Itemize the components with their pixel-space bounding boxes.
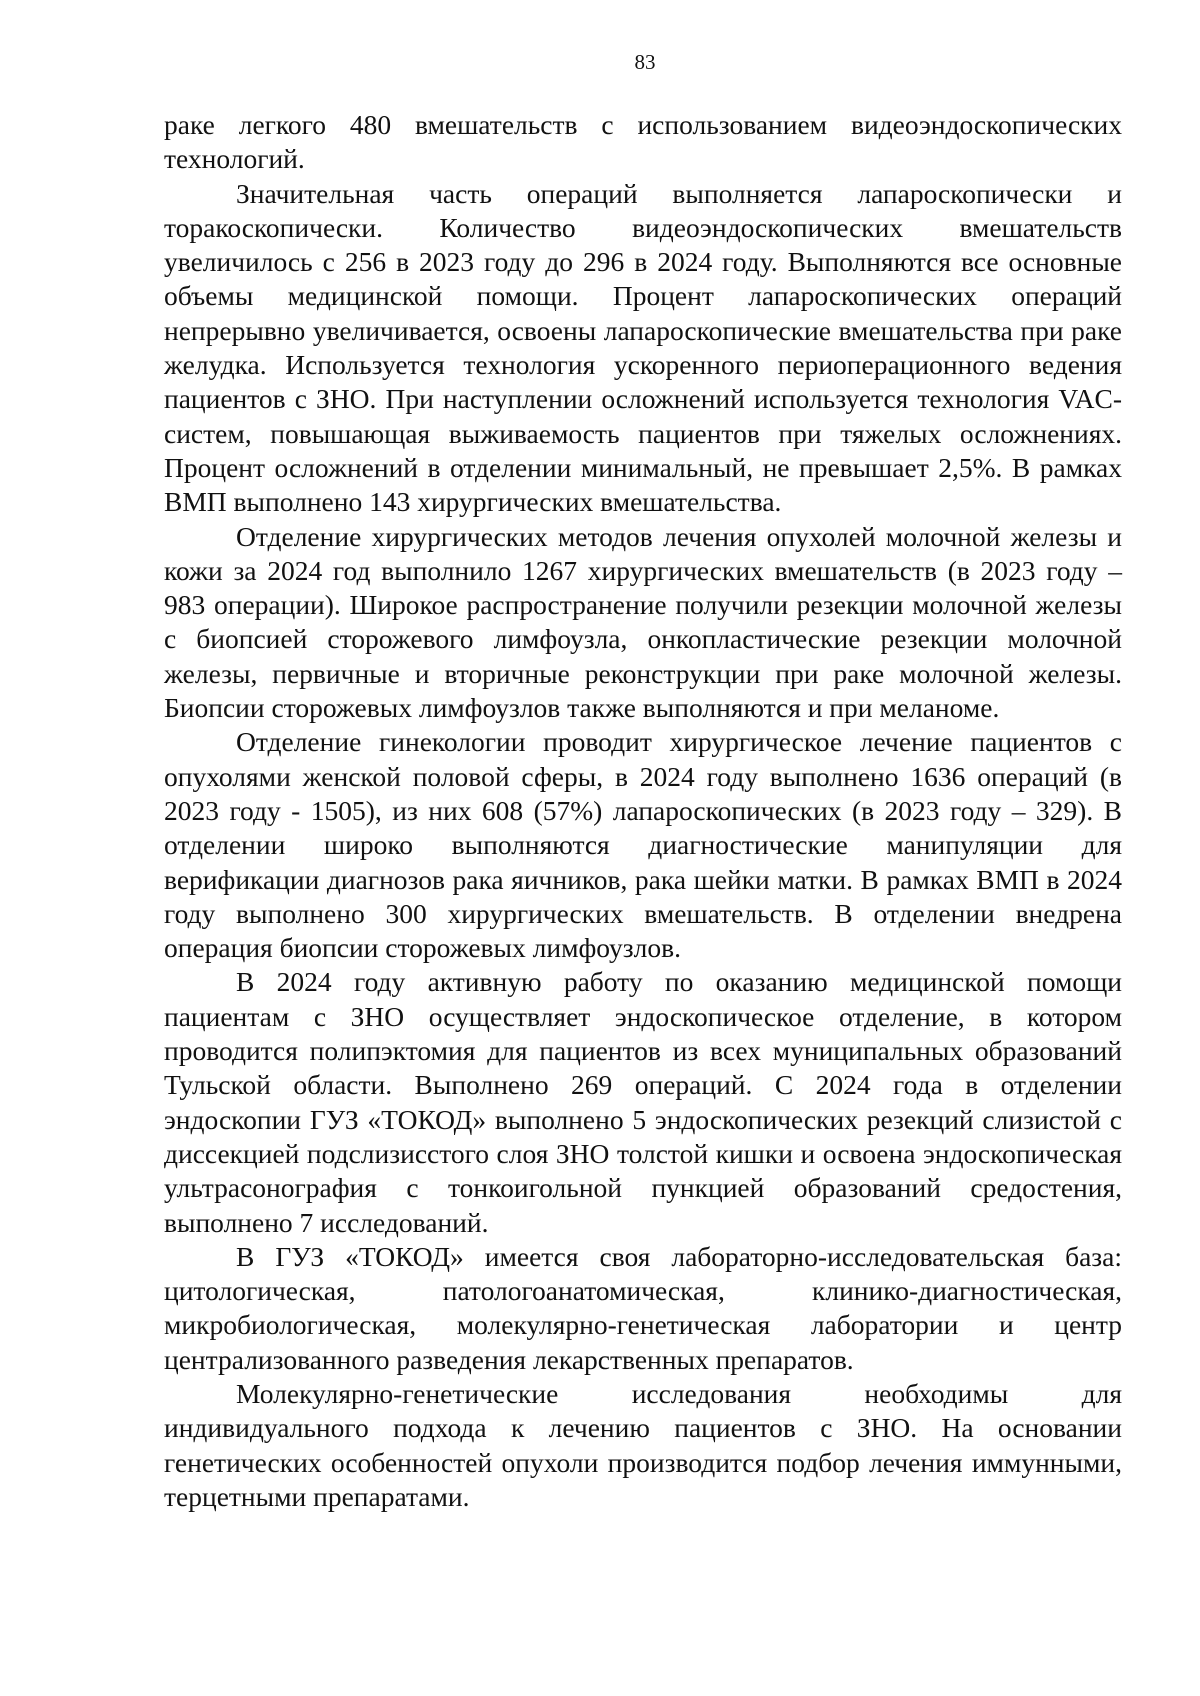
paragraph-laboratory-base: В ГУЗ «ТОКОД» имеется своя лабораторно-исследовательская база: цитологическая, патологоанатомическая, клинико-диагностическая, микробиологическая, молекулярно-генетическая лаборатории и центр централизованного разведения лекарственных препаратов.	[164, 1240, 1122, 1375]
paragraph-continuation: раке легкого 480 вмешательств с использованием видеоэндоскопических технологий.	[164, 109, 1122, 175]
paragraph-gynecology-department: Отделение гинекологии проводит хирургическое лечение пациентов с опухолями женской половой сферы, в 2024 году выполнено 1636 операций (в 2023 году - 1505), из них 608 (57%) лапароскопических (в 2023 году – 329). В отделении широко выполняются диагностические манипуляции для верификации диагнозов рака яичников, рака шейки матки. В рамках ВМП в 2024 году выполнено 300 хирургических вмешательств. В отделении внедрена операция биопсии сторожевых лимфоузлов.	[164, 726, 1122, 964]
paragraph-breast-skin-department: Отделение хирургических методов лечения опухолей молочной железы и кожи за 2024 год выполнило 1267 хирургических вмешательств (в 2023 году – 983 операции). Широкое распространение получили резекции молочной железы с биопсией сторожевого лимфоузла, онкопластические резекции молочной железы, первичные и вторичные реконструкции при раке молочной железы. Биопсии сторожевых лимфоузлов также выполняются и при меланоме.	[164, 520, 1122, 724]
body-text	[164, 108, 1122, 1514]
paragraph-laparoscopy: Значительная часть операций выполняется лапароскопически и торакоскопически. Количество видеоэндоскопических вмешательств увеличилось с 256 в 2023 году до 296 в 2024 году. Выполняются все основные объемы медицинской помощи. Процент лапароскопических операций непрерывно увеличивается, освоены лапароскопические вмешательства при раке желудка. Используется технология ускоренного периоперационного ведения пациентов с ЗНО. При наступлении осложнений используется технология VAC-систем, повышающая выживаемость пациентов при тяжелых осложнениях. Процент осложнений в отделении минимальный, не превышает 2,5%. В рамках ВМП выполнено 143 хирургических вмешательства.	[164, 177, 1122, 518]
page-number: 83	[634, 50, 656, 74]
paragraph-molecular-genetics: Молекулярно-генетические исследования необходимы для индивидуального подхода к лечению пациентов с ЗНО. На основании генетических особенностей опухоли производится подбор лечения иммунными, терцетными препаратами.	[164, 1377, 1122, 1512]
paragraph-endoscopy-department: В 2024 году активную работу по оказанию медицинской помощи пациентам с ЗНО осуществляет эндоскопическое отделение, в котором проводится полипэктомия для пациентов из всех муниципальных образований Тульской области. Выполнено 269 операций. С 2024 года в отделении эндоскопии ГУЗ «ТОКОД» выполнено 5 эндоскопических резекций слизистой с диссекцией подслизисстого слоя ЗНО толстой кишки и освоена эндоскопическая ультрасонография с тонкоигольной пункцией образований средостения, выполнено 7 исследований.	[164, 966, 1122, 1238]
